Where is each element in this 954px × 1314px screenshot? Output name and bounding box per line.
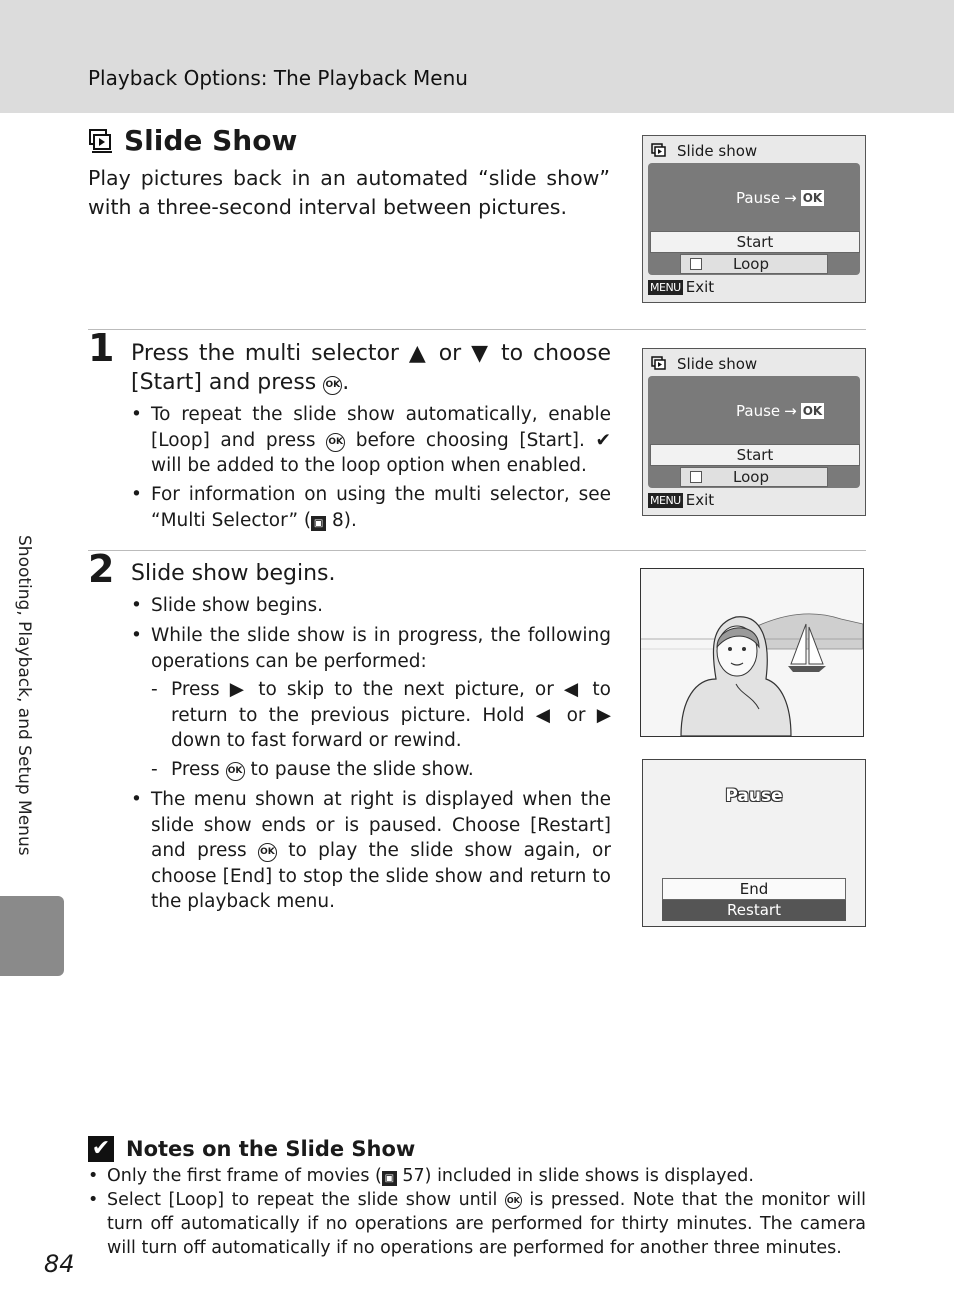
menu-panel xyxy=(648,376,860,488)
note-2: • Select [Loop] to repeat the slide show until OK is pressed. Note that the monitor will turn off automatically if no operations are performed for thirty minutes. The camera will turn off automatically if no operations are performed for another three minutes. xyxy=(88,1190,866,1258)
screen-title-text: Slide show xyxy=(677,142,758,160)
bullet-text: The menu shown at right is displayed when the slide show ends or is paused. Choose [Restart] and press xyxy=(151,789,611,861)
step-2-bullet-1: • Slide show begins. xyxy=(131,593,611,619)
check-icon: ✔ xyxy=(88,1136,114,1162)
step-1-title: Press the multi selector ▲ or ▼ to choose [Start] and press OK. xyxy=(131,341,611,395)
bullet-text: before choosing [Start]. ✔ will be added to the loop option when enabled. xyxy=(151,429,611,476)
page-ref-icon: ▣ xyxy=(382,1171,397,1186)
camera-screen-1 xyxy=(642,135,866,303)
bullet-text: To repeat the slide show automatically, enable [Loop] and press xyxy=(151,404,611,451)
loop-option[interactable] xyxy=(680,254,828,274)
bullet-text: For information on using the multi selector, see “Multi Selector” ( xyxy=(151,484,611,531)
arrow-right-icon: → xyxy=(784,189,797,207)
note-text: Select [Loop] to repeat the slide show until xyxy=(107,1190,498,1210)
loop-label: Loop xyxy=(733,255,769,273)
pause-label: Pause xyxy=(736,402,781,420)
pause-hint xyxy=(736,189,824,207)
slideshow-icon xyxy=(651,143,667,159)
notes-heading xyxy=(88,1136,415,1162)
ok-button-icon: OK xyxy=(226,762,245,781)
divider xyxy=(88,329,866,330)
page-header xyxy=(0,0,954,113)
step-1-title-text: Press the multi selector ▲ or ▼ to choose [Start] and press xyxy=(131,341,611,395)
menu-button-icon: MENU xyxy=(650,280,681,294)
sub-text: to pause the slide show. xyxy=(250,759,474,780)
page-number: 84 xyxy=(44,1250,75,1278)
menu-button-icon: MENU xyxy=(650,493,681,507)
note-1: • Only the first frame of movies ( ▣ 57) included in slide shows is displayed. xyxy=(88,1166,754,1186)
loop-checkbox[interactable] xyxy=(690,471,702,483)
section-title-text: Slide Show xyxy=(124,124,298,157)
step-2-sub-1: - Press ▶ to skip to the next picture, or ◀ to return to the previous picture. Hold ◀ or ▶ down to fast forward or rewind. xyxy=(151,677,611,754)
side-tab xyxy=(0,896,64,976)
page-ref-icon: ▣ xyxy=(311,516,326,531)
loop-option[interactable] xyxy=(680,467,828,487)
section-intro: Play pictures back in an automated “slide show” with a three-second interval between pictures. xyxy=(88,166,610,219)
ok-icon: OK xyxy=(802,191,823,205)
step-1-bullet-1: • To repeat the slide show automatically, enable [Loop] and press OK before choosing [Start]. ✔ will be added to the loop option when enabled. xyxy=(131,404,611,476)
note-text: is pressed. Note that the monitor will turn off automatically if no operations are performed for thirty minutes. The camera will turn off automatically if no operations are performed for another three minutes. xyxy=(107,1190,866,1258)
slideshow-icon xyxy=(651,356,667,372)
sub-text: Press xyxy=(171,759,220,780)
ok-button-icon: OK xyxy=(505,1192,522,1209)
notes-title: Notes on the Slide Show xyxy=(126,1137,416,1161)
menu-panel xyxy=(648,163,860,275)
screen-title xyxy=(651,142,757,160)
portrait-illustration xyxy=(641,569,863,736)
pause-label: Pause xyxy=(736,189,781,207)
ok-button-icon: OK xyxy=(323,376,342,395)
header-title: Playback Options: The Playback Menu xyxy=(88,66,468,90)
step-2-title: Slide show begins. xyxy=(131,561,336,586)
exit-label: Exit xyxy=(685,491,715,509)
camera-screen-2 xyxy=(642,348,866,516)
step-2-number: 2 xyxy=(88,547,115,591)
bullet-text: While the slide show is in progress, the following operations can be performed: xyxy=(151,625,611,672)
pause-hint xyxy=(736,402,824,420)
side-tab-label: Shooting, Playback, and Setup Menus xyxy=(14,535,34,856)
ok-button-icon: OK xyxy=(326,433,345,452)
start-option[interactable]: Start xyxy=(650,231,860,253)
bullet-text: to play the slide show again, or choose [End] to stop the slide show and return to the playback menu. xyxy=(151,840,611,912)
bullet-text: Slide show begins. xyxy=(151,595,323,616)
step-1-number: 1 xyxy=(88,326,115,370)
slideshow-icon xyxy=(88,128,114,154)
step-2-bullet-2: • While the slide show is in progress, the following operations can be performed: xyxy=(131,623,611,674)
start-option[interactable]: Start xyxy=(650,444,860,466)
note-text: Only the first frame of movies ( xyxy=(107,1166,382,1186)
divider xyxy=(88,550,866,551)
step-2-sub-2: - Press OK to pause the slide show. xyxy=(151,759,474,780)
screen-title-text: Slide show xyxy=(677,355,758,373)
sub-text: Press ▶ to skip to the next picture, or ◀ to return to the previous picture. Hold ◀ or ▶ down to fast forward or rewind. xyxy=(171,679,611,751)
step-2-bullet-3: • The menu shown at right is displayed when the slide show ends or is paused. Choose [Restart] and press OK to play the slide show again, or choose [End] to stop the slide show and return to the playback menu. xyxy=(131,789,611,912)
step-1-bullet-2: • For information on using the multi selector, see “Multi Selector” ( ▣ 8). xyxy=(131,484,611,531)
exit-hint xyxy=(648,278,714,296)
loop-label: Loop xyxy=(733,468,769,486)
ok-button-icon: OK xyxy=(258,843,277,862)
end-option[interactable]: End xyxy=(662,878,846,900)
ok-icon: OK xyxy=(802,404,823,418)
exit-label: Exit xyxy=(685,278,715,296)
pause-title: Pause xyxy=(725,786,783,806)
pause-screen xyxy=(642,759,866,927)
section-title xyxy=(88,124,297,157)
restart-option[interactable]: Restart xyxy=(662,900,846,921)
slideshow-photo xyxy=(640,568,864,737)
arrow-right-icon: → xyxy=(784,402,797,420)
note-text: 57) included in slide shows is displayed. xyxy=(402,1166,754,1186)
bullet-text: 8). xyxy=(332,509,357,531)
loop-checkbox[interactable] xyxy=(690,258,702,270)
exit-hint xyxy=(648,491,714,509)
screen-title xyxy=(651,355,757,373)
